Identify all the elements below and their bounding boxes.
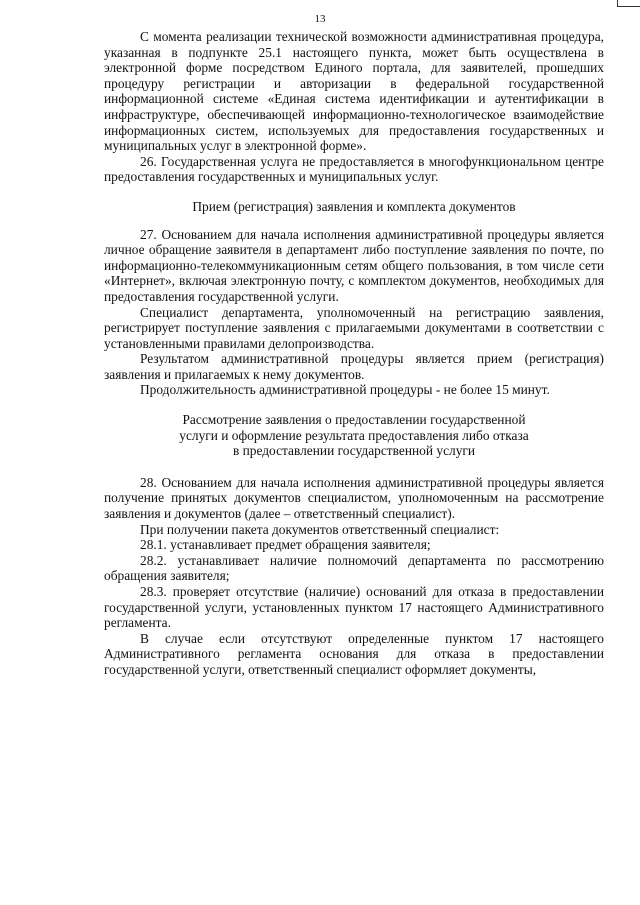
paragraph-28-3: 28.3. проверяет отсутствие (наличие) оснований для отказа в предоставлении государственной услуги, установленных пунктом 17 настоящего Административного регламента. bbox=[104, 584, 604, 631]
paragraph-electronic-form: С момента реализации технической возможности административная процедура, указанная в подпункте 25.1 настоящего пункта, может быть осуществлена в электронной форме посредством Единого портала, для заявителей, прошедших процедуру регистрации и авторизации в федеральной государственной информационной системе «Единая система идентификации и аутентификации в инфраструктуре, обеспечивающей информационно-технологическое взаимодействие информационных систем, используемых для предоставления государственных и муниципальных услуг в электронной форме». bbox=[104, 29, 604, 154]
paragraph-28-intro: При получении пакета документов ответственный специалист: bbox=[140, 521, 500, 537]
section-heading-review-line-3: в предоставлении государственной услуги bbox=[232, 443, 476, 459]
paragraph-28: 28. Основанием для начала исполнения административной процедуры является получение принятых документов специалистом, уполномоченным на рассмотрение заявления и документов (далее – ответственный специалист). bbox=[104, 474, 604, 522]
document-body bbox=[104, 29, 604, 678]
paragraph-28-1: 28.1. устанавливает предмет обращения заявителя; bbox=[140, 537, 431, 553]
section-heading-review-line-2: услуги и оформление результата предоставления либо отказа bbox=[179, 427, 529, 443]
paragraph-registration-duration: Продолжительность административной процедуры - не более 15 минут. bbox=[140, 382, 550, 398]
page-number: 13 bbox=[314, 13, 326, 25]
section-heading-registration: Прием (регистрация) заявления и комплекта документов bbox=[192, 198, 516, 214]
paragraph-registration-result: Результатом административной процедуры является прием (регистрация) заявления и прилагаемых к нему документов. bbox=[104, 351, 604, 382]
corner-mark bbox=[617, 0, 640, 7]
section-heading-review-line-1: Рассмотрение заявления о предоставлении государственной bbox=[182, 412, 526, 428]
paragraph-26: 26. Государственная услуга не предоставляется в многофункциональном центре предоставления государственных и муниципальных услуг. bbox=[104, 153, 604, 185]
section-heading-review bbox=[104, 412, 604, 459]
paragraph-27: 27. Основанием для начала исполнения административной процедуры является личное обращение заявителя в департамент либо поступление заявления по почте, по информационно-телекоммуникационным сетям общего пользования, в том числе сети «Интернет», включая электронную почту, с комплектом документов, необходимых для предоставления государственной услуги. bbox=[104, 226, 604, 304]
paragraph-no-grounds: В случае если отсутствуют определенные пунктом 17 настоящего Административного регламента основания для отказа в предоставлении государственной услуги, ответственный специалист оформляет документы, bbox=[104, 630, 604, 677]
paragraph-28-2: 28.2. устанавливает наличие полномочий департамента по рассмотрению обращения заявителя; bbox=[104, 552, 604, 584]
paragraph-registration-specialist: Специалист департамента, уполномоченный на регистрацию заявления, регистрирует поступление заявления с прилагаемыми документами в соответствии с установленными правилами делопроизводства. bbox=[104, 304, 604, 351]
